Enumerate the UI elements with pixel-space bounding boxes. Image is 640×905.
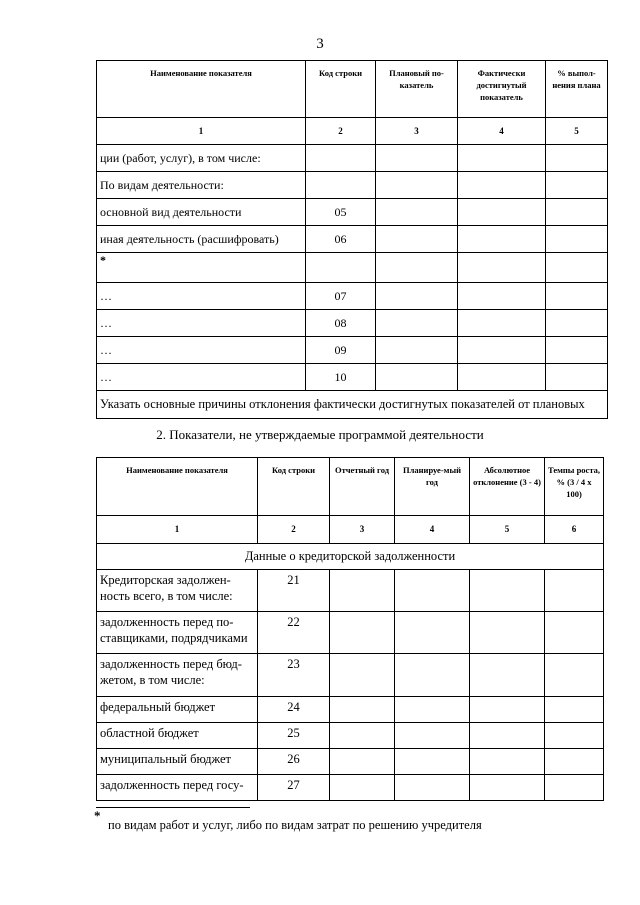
cell [470, 654, 545, 697]
table2-header-abs-deviation: Абсолютное отклонение (3 - 4) [470, 458, 545, 516]
row-name: федеральный бюджет [97, 697, 258, 723]
cell [376, 253, 458, 283]
row-code [306, 253, 376, 283]
table-row [97, 654, 604, 697]
col-number: 3 [330, 516, 395, 544]
cell [545, 723, 604, 749]
cell [395, 697, 470, 723]
table1-header-percent: % выпол-нения плана [546, 61, 608, 118]
row-name: задолженность перед госу- [97, 775, 258, 801]
row-code: 08 [306, 310, 376, 337]
table2-header-code: Код строки [258, 458, 330, 516]
cell [470, 723, 545, 749]
cell [545, 654, 604, 697]
col-number: 1 [97, 516, 258, 544]
table-row [97, 253, 608, 283]
section-caption-row [97, 544, 604, 570]
cell [458, 199, 546, 226]
table-row [97, 145, 608, 172]
col-number: 2 [306, 118, 376, 145]
row-code: 07 [306, 283, 376, 310]
table2-header-growth: Темпы роста, % (3 / 4 х 100) [545, 458, 604, 516]
col-number: 1 [97, 118, 306, 145]
cell [546, 283, 608, 310]
row-name: Кредиторская задолжен-ность всего, в том числе: [97, 570, 258, 612]
row-name: … [97, 310, 306, 337]
row-name: основной вид деятельности [97, 199, 306, 226]
row-name: иная деятельность (расшифровать) [97, 226, 306, 253]
table-row [97, 310, 608, 337]
cell [330, 612, 395, 654]
cell [545, 570, 604, 612]
footnote-marker: * [94, 808, 101, 823]
cell [395, 612, 470, 654]
row-name: областной бюджет [97, 723, 258, 749]
deviation-reasons-row [97, 391, 608, 419]
cell [376, 172, 458, 199]
cell [458, 283, 546, 310]
footnote-text: по видам работ и услуг, либо по видам затрат по решению учредителя [108, 818, 482, 832]
row-code: 26 [258, 749, 330, 775]
cell [546, 310, 608, 337]
table2-header-planned-year: Планируе-мый год [395, 458, 470, 516]
cell [546, 253, 608, 283]
cell [458, 172, 546, 199]
cell [395, 723, 470, 749]
cell [376, 337, 458, 364]
row-code: 27 [258, 775, 330, 801]
table2-column-numbers [97, 516, 604, 544]
cell [376, 199, 458, 226]
cell [376, 310, 458, 337]
cell [376, 283, 458, 310]
cell [546, 364, 608, 391]
cell [458, 253, 546, 283]
col-number: 5 [546, 118, 608, 145]
cell [545, 749, 604, 775]
deviation-reasons: Указать основные причины отклонения фактически достигнутых показателей от плановых [97, 391, 608, 419]
table2-header-report-year: Отчетный год [330, 458, 395, 516]
row-code [306, 145, 376, 172]
cell [458, 226, 546, 253]
row-code: 23 [258, 654, 330, 697]
table1-header-actual: Фактически достигнутый показатель [458, 61, 546, 118]
table-row [97, 723, 604, 749]
row-code [306, 172, 376, 199]
table-row [97, 775, 604, 801]
col-number: 6 [545, 516, 604, 544]
cell [545, 612, 604, 654]
cell [330, 570, 395, 612]
cell [376, 364, 458, 391]
table-row [97, 697, 604, 723]
cell [330, 654, 395, 697]
table1-header-row [97, 61, 608, 118]
cell [330, 749, 395, 775]
cell [546, 226, 608, 253]
cell [395, 570, 470, 612]
row-code: 22 [258, 612, 330, 654]
cell [545, 775, 604, 801]
table1-header-name: Наименование показателя [97, 61, 306, 118]
table2-header-row [97, 458, 604, 516]
footnote-divider [96, 807, 250, 808]
row-code: 09 [306, 337, 376, 364]
table-row [97, 749, 604, 775]
col-number: 3 [376, 118, 458, 145]
cell [458, 145, 546, 172]
cell [395, 749, 470, 775]
row-name: задолженность перед бюд-жетом, в том числе: [97, 654, 258, 697]
row-name: муниципальный бюджет [97, 749, 258, 775]
row-name: … [97, 364, 306, 391]
table-row [97, 199, 608, 226]
row-code: 21 [258, 570, 330, 612]
row-name: * [97, 253, 306, 283]
row-name: задолженность перед по-ставщиками, подрядчиками [97, 612, 258, 654]
row-name: … [97, 337, 306, 364]
table1-header-code: Код строки [306, 61, 376, 118]
cell [330, 697, 395, 723]
table-row [97, 570, 604, 612]
row-code: 10 [306, 364, 376, 391]
section-2-title: 2. Показатели, не утверждаемые программой деятельности [156, 427, 484, 442]
payables-table [96, 457, 604, 801]
row-name: … [97, 283, 306, 310]
row-code: 05 [306, 199, 376, 226]
row-code: 25 [258, 723, 330, 749]
row-name: ции (работ, услуг), в том числе: [97, 145, 306, 172]
cell [376, 145, 458, 172]
cell [330, 775, 395, 801]
table-row [97, 172, 608, 199]
cell [458, 337, 546, 364]
table-row [97, 226, 608, 253]
cell [470, 570, 545, 612]
cell [395, 775, 470, 801]
cell [546, 199, 608, 226]
table-row [97, 283, 608, 310]
cell [546, 172, 608, 199]
table-row [97, 612, 604, 654]
table2-header-name: Наименование показателя [97, 458, 258, 516]
cell [330, 723, 395, 749]
table-row [97, 364, 608, 391]
cell [470, 775, 545, 801]
cell [395, 654, 470, 697]
row-code: 06 [306, 226, 376, 253]
page-number: 3 [316, 36, 324, 52]
cell [470, 697, 545, 723]
cell [470, 612, 545, 654]
table1-header-plan: Плановый по-казатель [376, 61, 458, 118]
cell [458, 310, 546, 337]
cell [376, 226, 458, 253]
plan-execution-table [96, 60, 608, 419]
table1-column-numbers [97, 118, 608, 145]
col-number: 2 [258, 516, 330, 544]
cell [470, 749, 545, 775]
cell [546, 145, 608, 172]
cell [458, 364, 546, 391]
cell [546, 337, 608, 364]
col-number: 4 [458, 118, 546, 145]
col-number: 5 [470, 516, 545, 544]
cell [545, 697, 604, 723]
payables-section-caption: Данные о кредиторской задолженности [97, 544, 604, 570]
table-row [97, 337, 608, 364]
row-name: По видам деятельности: [97, 172, 306, 199]
col-number: 4 [395, 516, 470, 544]
row-code: 24 [258, 697, 330, 723]
